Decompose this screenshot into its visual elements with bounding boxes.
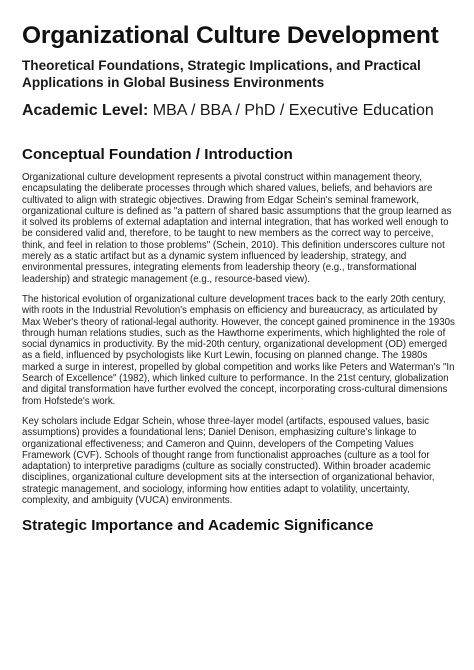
document-subtitle: Theoretical Foundations, Strategic Implications, and Practical Applications in Global Business Environments	[22, 58, 421, 90]
academic-level-value: MBA / BBA / PhD / Executive Education	[152, 102, 434, 119]
section-heading-strategic-importance: Strategic Importance and Academic Significance	[22, 517, 374, 535]
document-title: Organizational Culture Development	[22, 22, 439, 49]
scholars-paragraph: Key scholars include Edgar Schein, whose three-layer model (artifacts, espoused values, basic assumptions) provides a foundational lens; Daniel Denison, emphasizing culture's linkage to organizational effectiveness; and Cameron and Quinn, developers of the Competing Values Framework (CVF). Schools of thought range from functionalist approaches (culture as a tool for adaptation) to interpretive paradigms (culture as socially constructed). Within broader academic disciplines, organizational culture development sits at the intersection of organizational behavior, strategic management, and sociology, informing how entities adapt to volatility, uncertainty, complexity, and ambiguity (VUCA) environments.	[22, 415, 435, 507]
academic-level-label: Academic Level:	[22, 102, 149, 119]
academic-level	[22, 101, 456, 121]
intro-paragraph: Organizational culture development represents a pivotal construct within management theory, encapsulating the deliberate processes through which shared values, beliefs, and behaviors are cultivated to align with strategic objectives. Drawing from Edgar Schein's seminal framework, organizational culture is defined as "a pattern of shared basic assumptions that the group learned as it solved its problems of external adaptation and internal integration, that has worked well enough to be considered valid and, therefore, to be taught to new members as the correct way to perceive, think, and feel in relation to those problems" (Schein, 2010). This definition underscores culture not merely as a static artifact but as a dynamic system influenced by leadership, strategy, and environmental pressures, integrating elements from leadership theory (e.g., transformational leadership) and strategic management (e.g., resource-based view).	[22, 172, 452, 285]
section-heading-introduction: Conceptual Foundation / Introduction	[22, 146, 293, 163]
history-paragraph: The historical evolution of organizational culture development traces back to the early 20th century, with roots in the Industrial Revolution's emphasis on efficiency and bureaucracy, as articulated by Max Weber's theory of rational-legal authority. However, the concept gained prominence in the 1930s through human relations studies, such as the Hawthorne experiments, which highlighted the role of social dynamics in productivity. By the mid-20th century, organizational development (OD) emerged as a field, influenced by psychologists like Kurt Lewin, focusing on planned change. The 1980s marked a surge in interest, propelled by global competition and works like Peters and Waterman's "In Search of Excellence" (1982), which linked culture to performance. In the 21st century, globalization and digital transformation have further evolved the concept, incorporating cross-cultural dimensions from Hofstede's work.	[22, 293, 455, 407]
